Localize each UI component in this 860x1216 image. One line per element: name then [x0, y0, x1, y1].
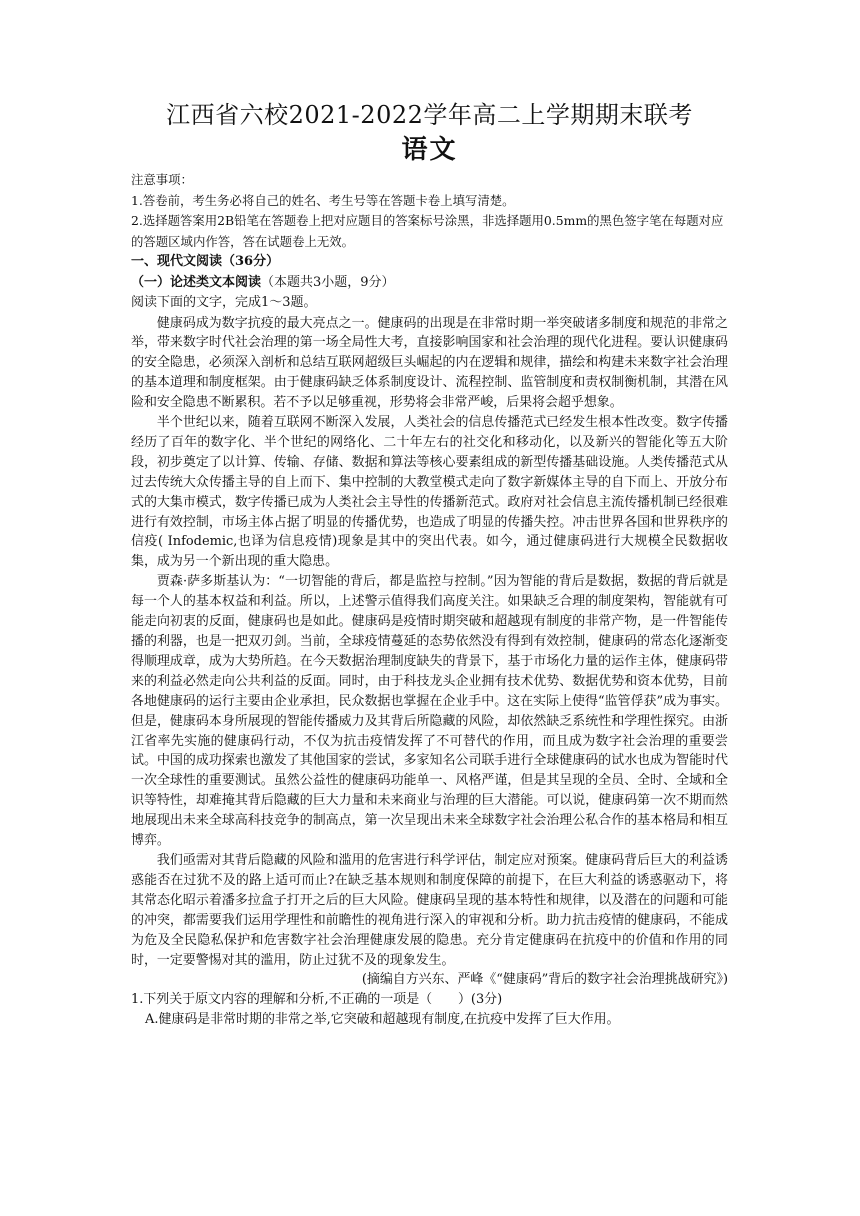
exam-title: 江西省六校2021-2022学年高二上学期期末联考 [166, 101, 693, 129]
subject-heading: 语文 [401, 135, 458, 165]
notice-heading: 注意事项： [131, 172, 193, 187]
passage-paragraph: 半个世纪以来，随着互联网不断深入发展，人类社会的信息传播范式已经发生根本性改变。数字传播经历了百年的数字化、半个世纪的网络化、二十年左右的社交化和移动化，以及新兴的智能化等五大阶段，初步奠定了以计算、传输、存储、数据和算法等核心要素组成的新型传播基础设施。人类传播范式从过去传统大众传播主导的自上而下、集中控制的大教堂模式走向了数字新媒体主导的自下而上、开放分布式的大集市模式，数字传播已成为人类社会主导性的传播新范式。政府对社会信息主流传播机制已经很难进行有效控制，市场主体占据了明显的传播优势，也造成了明显的传播失控。冲击世界各国和世界秩序的信疫( Infodemic,也译为信息疫情)现象是其中的突出代表。如今，通过健康码进行大规模全民数据收集，成为另一个新出现的重大隐患。 [131, 415, 728, 570]
section-heading [131, 252, 728, 273]
passage-paragraph: 贾森·萨多斯基认为：“一切智能的背后，都是监控与控制。”因为智能的背后是数据，数据的背后就是每一个人的基本权益和利益。所以，上述警示值得我们高度关注。如果缺乏合理的制度架构，智能就有可能走向初衷的反面，健康码也是如此。健康码是疫情时期突破和超越现有制度的非常产物，是一件智能传播的利器，也是一把双刃剑。当前，全球疫情蔓延的态势依然没有得到有效控制，健康码的常态化逐渐变得顺理成章，成为大势所趋。在今天数据治理制度缺失的背景下，基于市场化力量的运作主体，健康码带来的利益必然走向公共利益的反面。同时，由于科技龙头企业拥有技术优势、数据优势和资本优势，目前各地健康码的运行主要由企业承担，民众数据也掌握在企业手中。这在实际上使得“监管俘获”成为事实。但是，健康码本身所展现的智能传播威力及其背后所隐藏的风险，却依然缺乏系统性和学理性探究。由浙江省率先实施的健康码行动，不仅为抗击疫情发挥了不可替代的作用，而且成为数字社会治理的重要尝试。中国的成功探索也激发了其他国家的尝试，多家知名公司联手进行全球健康码的试水也成为智能时代一次全球性的重要测试。虽然公益性的健康码功能单一、风格严谨，但是其呈现的全员、全时、全域和全识等特性，却难掩其背后隐藏的巨大力量和未来商业与治理的巨大潜能。可以说，健康码第一次不期而然地展现出未来全球高科技竞争的制高点，第一次呈现出未来全球数字社会治理公私合作的基本格局和相互博弈。 [131, 574, 728, 849]
notice-item: 1.答卷前，考生务必将自己的姓名、考生号等在答题卡卷上填写清楚。 [131, 192, 515, 208]
notice-item: 2.选择题答案用2B铅笔在答题卷上把对应题目的答案标号涂黑，非选择题用0.5mm的黑色签字笔在每题对应的答题区域内作答，答在试题卷上无效。 [131, 213, 724, 249]
notice-block [131, 170, 728, 252]
passage-paragraph: 健康码成为数字抗疫的最大亮点之一。健康码的出现是在非常时期一举突破诸多制度和规范的非常之举，带来数字时代社会治理的第一场全局性大考，直接影响国家和社会治理的现代化进程。要认识健康码的安全隐患，必须深入剖析和总结互联网超级巨头崛起的内在逻辑和规律，描绘和构建未来数字社会治理的基本道理和制度框架。由于健康码缺乏体系制度设计、流程控制、监管制度和责权制衡机制，其潜在风险和安全隐患不断累积。若不予以足够重视，形势将会非常严峻，后果将会超乎想象。 [131, 315, 728, 411]
passage-source: (摘编自方兴东、严峰《“健康码”背后的数字社会治理挑战研究》) [361, 972, 728, 988]
subsection-heading [131, 273, 728, 294]
passage-paragraph: 我们亟需对其背后隐藏的风险和滥用的危害进行科学评估，制定应对预案。健康码背后巨大的利益诱惑能否在过犹不及的路上适可而止?在缺乏基本规则和制度保障的前提下，在巨大利益的诱惑驱动下，将其常态化昭示着潘多拉盒子打开之后的巨大风险。健康码呈现的基本特性和规律，以及潜在的问题和可能的冲突，都需要我们运用学理性和前瞻性的视角进行深入的审视和分析。助力抗击疫情的健康码，不能成为危及全民隐私保护和危害数字社会治理健康发展的隐患。充分肯定健康码在抗疫中的价值和作用的同时，一定要警惕对其的滥用，防止过犹不及的现象发生。 [131, 852, 728, 968]
question-option-a: A.健康码是非常时期的非常之举,它突破和超越现有制度,在抗疫中发挥了巨大作用。 [145, 1012, 620, 1028]
reading-instruction: 阅读下面的文字，完成1～3题。 [131, 295, 317, 310]
question-stem: 1.下列关于原文内容的理解和分析,不正确的一项是（ ）(3分) [131, 992, 503, 1008]
subsection-title: （一）论述类文本阅读 [131, 274, 262, 290]
section-title: 一、现代文阅读（36分） [131, 254, 280, 269]
subsection-note: （本题共3小题，9分） [261, 274, 395, 290]
reading-passage [131, 314, 728, 971]
